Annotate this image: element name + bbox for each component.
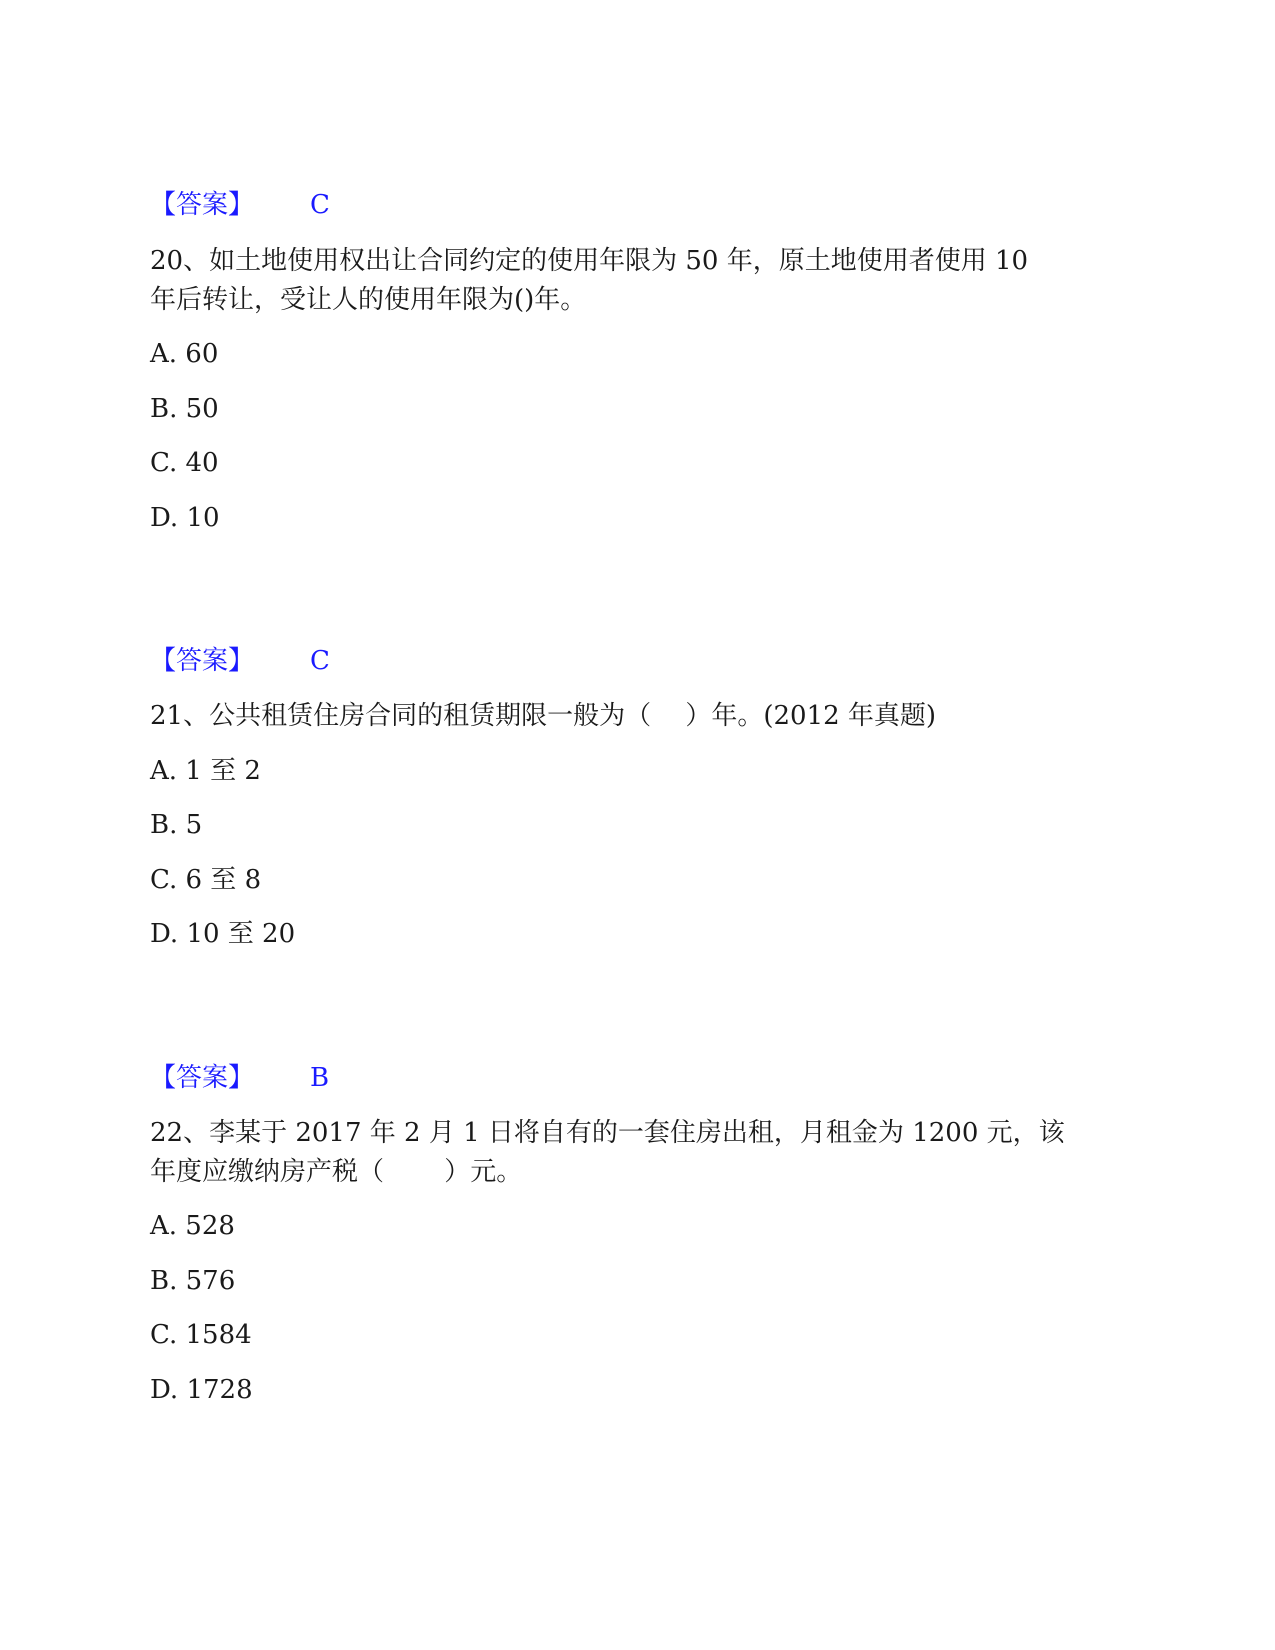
answer-line — [150, 1061, 370, 1095]
option-c: C. 40 — [150, 448, 219, 478]
option-d: D. 10 — [150, 503, 220, 533]
option-d: D. 1728 — [150, 1375, 253, 1405]
question-22-line-1: 22、李某于 2017 年 2 月 1 日将自有的一套住房出租，月租金为 1200 元，该 — [150, 1118, 1065, 1148]
answer-label: 【答案】 — [150, 646, 255, 676]
option-a: A. 60 — [150, 339, 219, 369]
question-20-line-2: 年后转让，受让人的使用年限为()年。 — [150, 285, 587, 315]
answer-value: B — [310, 1063, 330, 1093]
answer-label: 【答案】 — [150, 1063, 255, 1093]
option-c: C. 1584 — [150, 1320, 252, 1350]
option-a: A. 1 至 2 — [150, 756, 261, 786]
option-c: C. 6 至 8 — [150, 865, 262, 895]
answer-line — [150, 644, 370, 678]
option-b: B. 576 — [150, 1266, 236, 1296]
answer-label: 【答案】 — [150, 190, 255, 220]
answer-line — [150, 188, 370, 222]
option-b: B. 50 — [150, 394, 219, 424]
question-21-line-1: 21、公共租赁住房合同的租赁期限一般为（ ）年。(2012 年真题) — [150, 701, 937, 731]
answer-value: C — [310, 646, 330, 676]
answer-value: C — [310, 190, 330, 220]
option-a: A. 528 — [150, 1211, 235, 1241]
question-22-line-2: 年度应缴纳房产税（ ）元。 — [150, 1157, 523, 1187]
option-d: D. 10 至 20 — [150, 919, 296, 949]
question-20-line-1: 20、如土地使用权出让合同约定的使用年限为 50 年，原土地使用者使用 10 — [150, 246, 1029, 276]
option-b: B. 5 — [150, 810, 203, 840]
